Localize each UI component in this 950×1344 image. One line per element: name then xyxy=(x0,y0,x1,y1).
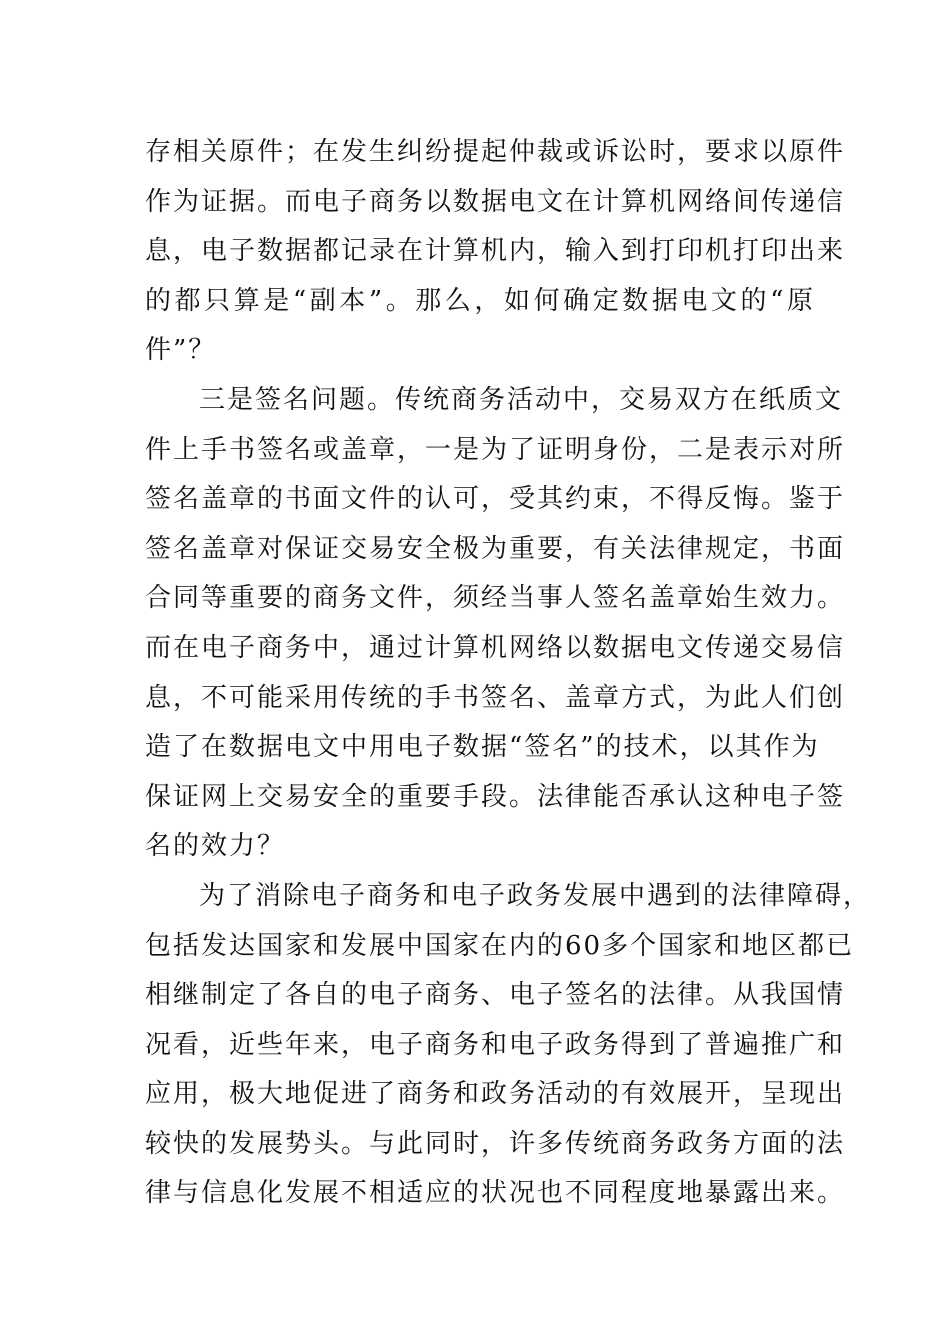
text-line: 签名盖章对保证交易安全极为重要，有关法律规定，书面 xyxy=(145,533,846,564)
text-line: 造了在数据电文中用电子数据“签名”的技术，以其作为 xyxy=(145,732,820,763)
text-line: 息，电子数据都记录在计算机内，输入到打印机打印出来 xyxy=(145,236,846,267)
text-line: 律与信息化发展不相适应的状况也不同程度地暴露出来。 xyxy=(145,1178,846,1209)
text-line: 三是签名问题。传统商务活动中，交易双方在纸质文 xyxy=(199,384,844,415)
text-line: 作为证据。而电子商务以数据电文在计算机网络间传递信 xyxy=(145,186,846,217)
text-line: 名的效力？ xyxy=(145,831,286,862)
text-line: 为了消除电子商务和电子政务发展中遇到的法律障碍， xyxy=(199,880,872,911)
text-line: 况看，近些年来，电子商务和电子政务得到了普遍推广和 xyxy=(145,1029,846,1060)
text-line: 合同等重要的商务文件，须经当事人签名盖章始生效力。 xyxy=(145,583,846,614)
text-line: 件上手书签名或盖章，一是为了证明身份，二是表示对所 xyxy=(145,434,846,465)
text-line: 相继制定了各自的电子商务、电子签名的法律。从我国情 xyxy=(145,980,846,1011)
text-line: 签名盖章的书面文件的认可，受其约束，不得反悔。鉴于 xyxy=(145,484,846,515)
text-line: 较快的发展势头。与此同时，许多传统商务政务方面的法 xyxy=(145,1128,846,1159)
text-line: 件”？ xyxy=(145,335,217,366)
text-line: 而在电子商务中，通过计算机网络以数据电文传递交易信 xyxy=(145,632,846,663)
text-line: 应用，极大地促进了商务和政务活动的有效展开，呈现出 xyxy=(145,1079,846,1110)
text-line: 保证网上交易安全的重要手段。法律能否承认这种电子签 xyxy=(145,781,846,812)
text-line: 息，不可能采用传统的手书签名、盖章方式，为此人们创 xyxy=(145,682,846,713)
text-line: 的都只算是“副本”。那么，如何确定数据电文的“原 xyxy=(145,285,815,316)
text-line: 存相关原件；在发生纠纷提起仲裁或诉讼时，要求以原件 xyxy=(145,137,846,167)
body-text xyxy=(145,128,872,1219)
text-line: 包括发达国家和发展中国家在内的60多个国家和地区都已 xyxy=(145,930,855,961)
